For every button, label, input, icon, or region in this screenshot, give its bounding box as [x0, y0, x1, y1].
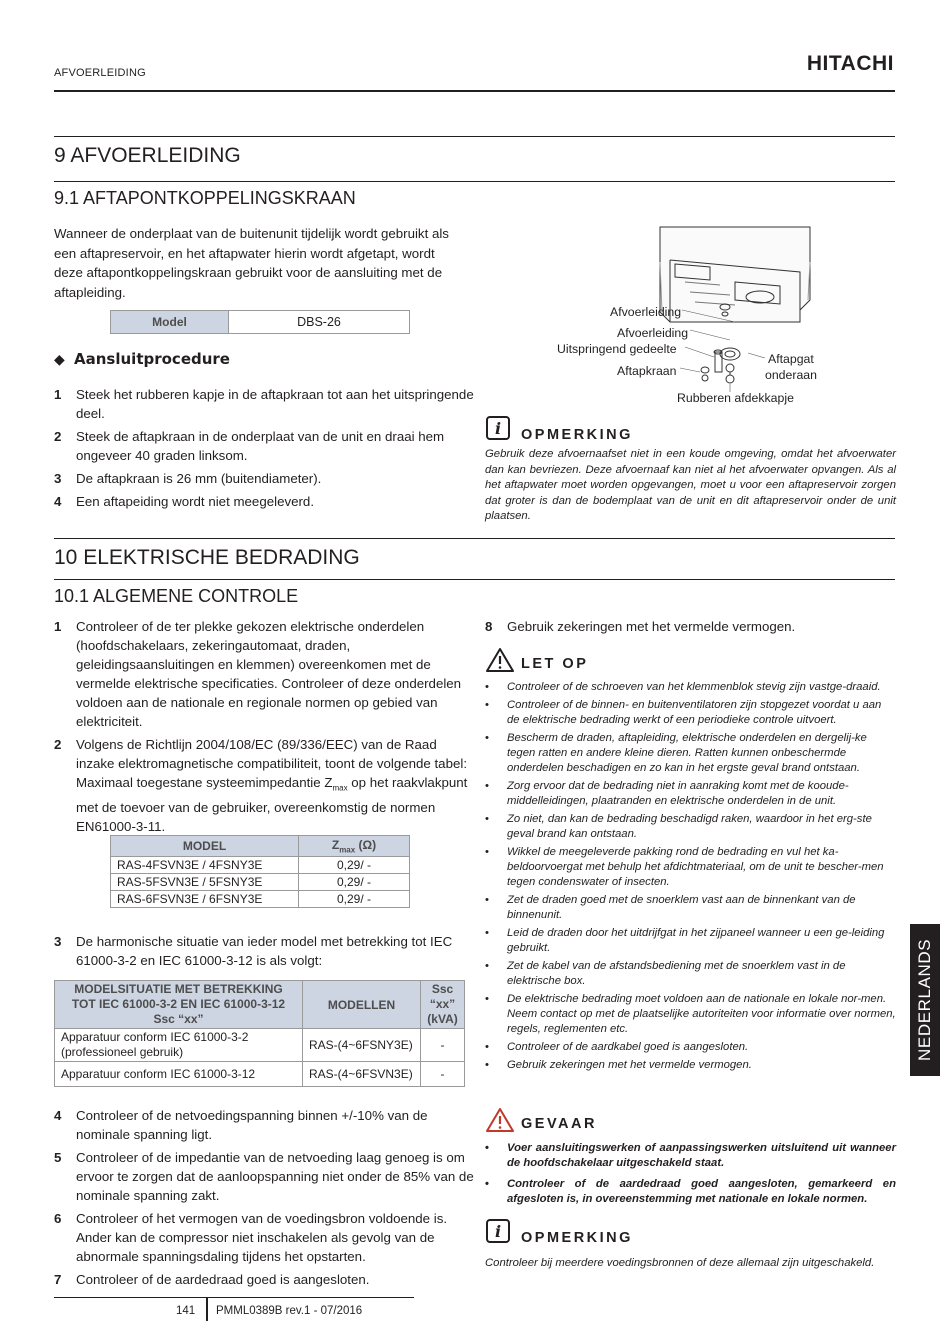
list-item: • Wikkel de meegeleverde pakking rond de bedrading en vul het ka-beldoorvoergat met behulp het afdichtmateriaal, om de unit te bescher-men tegen condenswater of insecten.: [485, 845, 896, 890]
table-row: Apparatuur conform IEC 61000-3-2 (professioneel gebruik) RAS-(4~6FSNY3E) -: [55, 1029, 465, 1062]
section-rule: [54, 579, 895, 580]
model-value: DBS-26: [229, 311, 410, 334]
label-afvoerleiding-2: Afvoerleiding: [617, 326, 689, 340]
list-item: 6 Controleer of het vermogen van de voedingsbron voldoende is. Ander kan de compressor niet inschakelen als gevolg van de abnormale spanningsdaling tijdens het opstarten.: [54, 1211, 448, 1264]
note2-text: Controleer bij meerdere voedingsbronnen of deze allemaal zijn uitgeschakeld.: [485, 1257, 875, 1269]
label-rubberen-kapje: Rubberen afdekkapje: [677, 391, 794, 405]
section-rule: [54, 538, 895, 539]
danger-title: GEVAAR: [521, 1116, 597, 1132]
list-item: 2 Volgens de Richtlijn 2004/108/EC (89/336/EEC) van de Raad inzake elektromagnetische compatibiliteit, toont de volgende tabel: Maximaal toegestane systeemimpedantie $Z_{max}$ op het raakvlakpunt met de toevoer van de gebruiker, overeenkomstig de normen EN61000-3-11.: [54, 737, 468, 834]
list-item: • De elektrische bedrading moet voldoen aan de nationale en lokale nor-men. Neem contact op met de plaatselijke autoriteiten voor informatie over normen, regels, reglementen etc.: [485, 992, 896, 1037]
table-row: Apparatuur conform IEC 61000-3-12 RAS-(4~6FSVN3E) -: [55, 1062, 465, 1087]
model-table: [110, 310, 410, 334]
procedure-heading: [54, 350, 230, 368]
note-title: OPMERKING: [521, 427, 633, 443]
harmonics-table: [54, 980, 465, 1087]
note-text: Gebruik deze afvoernaafset niet in een koude omgeving, omdat het afvoerwater dan kan bevriezen. Deze afvoernaaf kan niet al het afvoerwater opvangen. Als al het aftapwater moet worden opgevangen, moet u voor een aftapreservoir zorgen dat groter is dan de bodemplaat van de unit en dit aftapreservoir onder de unit plaatsen.: [485, 448, 896, 522]
list-item: • Bescherm de draden, aftapleiding, elektrische onderdelen en dergelij-ke tegen ratten en andere kleine dieren. Ratten kunnen onbeschermde onderdelen beschadigen en zo kan in het ergste geval brand ontstaan.: [485, 731, 896, 776]
list-item: 4 Controleer of de netvoedingspanning binnen +/-10% van de nominale spanning ligt.: [54, 1108, 428, 1142]
danger-list: [485, 1141, 896, 1210]
section-10-title: 10 ELEKTRISCHE BEDRADING: [54, 546, 360, 569]
footer-divider: [206, 1297, 208, 1321]
checks-list-b: [54, 932, 474, 974]
list-item: • Gebruik zekeringen met het vermelde vermogen.: [485, 1058, 896, 1073]
document-id: PMML0389B rev.1 - 07/2016: [216, 1305, 363, 1317]
list-item: 3 De aftapkraan is 26 mm (buitendiameter).: [54, 471, 322, 486]
list-item: • Zet de draden goed met de snoerklem vast aan de binnenkant van de binnenunit.: [485, 893, 896, 923]
section-rule: [54, 136, 895, 137]
label-aftapgat: Aftapgat: [768, 352, 814, 366]
label-aftapkraan: Aftapkraan: [617, 364, 677, 378]
running-header: AFVOERLEIDING: [54, 67, 146, 79]
harm-header-ssc: Ssc “xx” (kVA): [421, 981, 465, 1029]
list-item: 4 Een aftapeiding wordt niet meegeleverd.: [54, 494, 315, 509]
list-item: 8 Gebruik zekeringen met het vermelde vermogen.: [485, 619, 796, 634]
list-item: 5 Controleer of de impedantie van de netvoeding laag genoeg is om ervoor te zorgen dat de aanloopspanning niet onder de 85% van de nominale spanning zakt.: [54, 1150, 474, 1203]
list-item: • Controleer of de binnen- en buitenventilatoren zijn stopgezet voordat u aan de elektrische bedrading werkt of een periodieke controle uitvoert.: [485, 698, 896, 728]
warning-triangle-icon: [485, 647, 515, 673]
table-row: RAS-6FSVN3E / 6FSNY3E 0,29/ -: [111, 891, 410, 908]
list-item: • Controleer of de aardkabel goed is aangesloten.: [485, 1040, 896, 1055]
label-afvoerleiding-1: Afvoerleiding: [610, 305, 682, 319]
brand-logo: HITACHI: [806, 52, 894, 75]
procedure-steps: [54, 385, 474, 515]
list-item: 1 Steek het rubberen kapje in de aftapkraan tot aan het uitspringende deel.: [54, 387, 474, 421]
list-item: • Zet de kabel van de afstandsbediening met de snoerklem vast in de elektrische box.: [485, 959, 896, 989]
zmax-model-header: MODEL: [111, 836, 299, 857]
list-item: • Zorg ervoor dat de bedrading niet in aanraking komt met de kooude-middelleidingen, plaatranden en elektrische onderdelen in de unit.: [485, 779, 896, 809]
list-item: 7 Controleer of de aardedraad goed is aangesloten.: [54, 1272, 370, 1287]
checks-list-a: [54, 617, 474, 840]
list-item: • Zo niet, dan kan de bedrading beschadigd raken, waardoor in het erg-ste geval brand kan ontstaan.: [485, 812, 896, 842]
procedure-title: Aansluitprocedure: [74, 350, 230, 368]
header-rule: [54, 90, 895, 92]
list-item: • Voer aansluitingswerken of aanpassingswerken uitsluitend uit wanneer de hoofdschakelaar uitgeschakeld staat.: [485, 1141, 896, 1171]
list-item: 2 Steek de aftapkraan in de onderplaat van de unit en draai hem ongeveer 40 graden linksom.: [54, 429, 445, 463]
language-tab: NEDERLANDS: [910, 924, 940, 1076]
note2-title: OPMERKING: [521, 1230, 633, 1246]
label-uitspringend: Uitspringend gedeelte: [557, 342, 677, 356]
list-item: • Leid de draden door het uitdrijfgat in het zijpaneel wanneer u een ge-leiding gebruikt.: [485, 926, 896, 956]
caution-title: LET OP: [521, 656, 589, 672]
page-number: 141: [176, 1305, 196, 1317]
zmax-z-header: $Z_{max}$ (Ω): [299, 836, 410, 857]
section-rule: [54, 181, 895, 182]
footer-rule: [54, 1297, 414, 1298]
checks-list-d: [485, 617, 896, 640]
table-row: RAS-5FSVN3E / 5FSNY3E 0,29/ -: [111, 874, 410, 891]
caution-list: [485, 680, 896, 1076]
info-icon: i: [486, 1219, 510, 1243]
danger-triangle-icon: [485, 1107, 515, 1133]
label-onderaan: onderaan: [765, 368, 817, 382]
section-9-title: 9 AFVOERLEIDING: [54, 144, 241, 167]
list-item: 1 Controleer of de ter plekke gekozen elektrische onderdelen (hoofdschakelaars, zekeringautomaat, draden, geleidingsaansluitingen en klemmen) overeenkomen met de vermelde elektrische specificaties. Controleer of deze onderdelen voldoen aan de nationale en regionale normen op gebied van elektriciteit.: [54, 619, 462, 729]
info-icon: i: [486, 416, 510, 440]
intro-paragraph: Wanneer de onderplaat van de buitenunit tijdelijk wordt gebruikt als een aftapreservoir, en het aftapwater hierin wordt afgetapt, wordt deze aftapontkoppelingskraan gebruikt voor de aansluiting met de aftapleiding.: [54, 226, 449, 300]
zmax-table: [110, 835, 410, 908]
harm-header-situation: MODELSITUATIE MET BETREKKING TOT IEC 61000-3-2 EN IEC 61000-3-12 Ssc “xx”: [55, 981, 303, 1029]
model-header: Model: [111, 311, 229, 334]
list-item: • Controleer of de aardedraad goed aangesloten, gemarkeerd en afgesloten is, in overeenstemming met nationale en lokale normen.: [485, 1177, 896, 1207]
list-item: 3 De harmonische situatie van ieder model met betrekking tot IEC 61000-3-2 en IEC 61000-3-12 is als volgt:: [54, 934, 453, 968]
checks-list-c: [54, 1106, 474, 1293]
table-row: RAS-4FSVN3E / 4FSNY3E 0,29/ -: [111, 857, 410, 874]
list-item: • Controleer of de schroeven van het klemmenblok stevig zijn vastge-draaid.: [485, 680, 896, 695]
diamond-icon: ◆: [54, 352, 65, 368]
section-9-1-title: 9.1 AFTAPONTKOPPELINGSKRAAN: [54, 188, 356, 208]
section-10-1-title: 10.1 ALGEMENE CONTROLE: [54, 586, 299, 606]
harm-header-models: MODELLEN: [303, 981, 421, 1029]
